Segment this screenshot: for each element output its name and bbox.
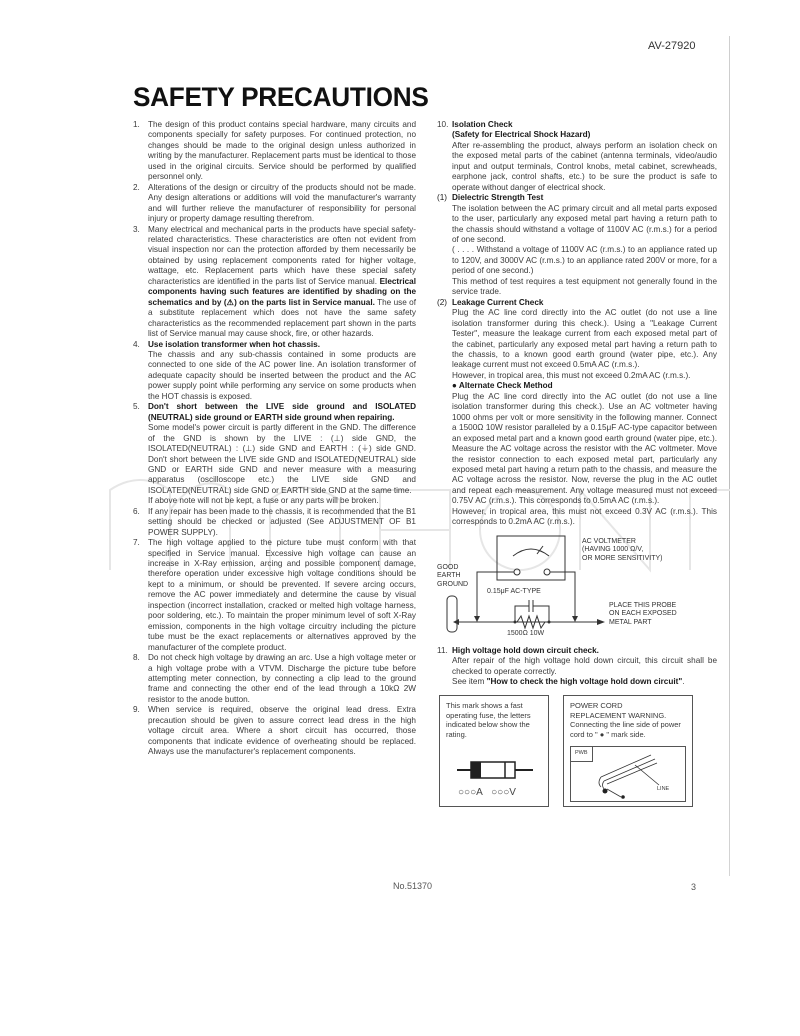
pwb-label: PWB [571,747,593,762]
precaution-item-1: 1. The design of this product contains special hardware, many circuits and components specially for safety purposes. For continued protection, no changes should be made to the original design unless authorized in writing by the manufacturer. Replacement parts must be identical to those used in the original circuits. Service should be performed by qualified personnel only. [133,120,416,182]
item-text: When service is required, observe the original lead dress. Extra precaution should be given to assure correct lead dress in the high voltage circuit area. Where a short circuit has occurred, those components that indicate evidence of overheating should be replaced. Always use the manufacturer's replacement components. [148,705,416,757]
resistor-label: 1500Ω 10W [507,629,545,637]
item-heading: Don't short between the LIVE side ground and ISOLATED (NEUTRAL) side ground or EARTH side ground when repairing. [148,402,416,422]
leakage-check-heading: (2) Leakage Current Check [437,297,544,307]
dielectric-test-heading: (1) Dielectric Strength Test [437,193,544,203]
item-text: The high voltage applied to the picture tube must conform with that specified in Service manual. Excessive high voltage can cause an increase in X-Ray emission, arcing and possible component damage, therefore operation under excessive high voltage conditions should be kept to a minimum, or should be prevented. If severe arcing occurs, remove the AC power immediately and determine the cause by visual inspection (incorrect installation, cracked or melted high voltage harness, poor soldering, etc.). To maintain the proper minimum level of soft X-Ray emission, components in the high voltage circuitry including the picture tube must be the exact replacements or alternatives approved by the manufacturer of the complete product. [148,538,416,652]
pwb-diagram [570,746,686,802]
precaution-item-6: 6. If any repair has been made to the chassis, it is recommended that the B1 setting should be checked or adjusted (See ADJUSTMENT OF B1 POWER SUPPLY). [133,506,416,537]
scan-edge-line [729,36,730,876]
page-title: SAFETY PRECAUTIONS [133,82,429,112]
precaution-item-10: 10. Isolation Check (Safety for Electrical Shock Hazard) After re-assembling the product, always perform an isolation check on the exposed metal parts of the cabinet (antenna terminals, video/audio input and output terminals, Control knobs, metal cabinet, screwheads, earphone jack, control shafts, etc.) to be sure the product is safe to operate without danger of electrical shock. [437,120,717,192]
item-text: Alterations of the design or circuitry of the products should not be made. Any design alterations or additions will void the manufacturer's warranty and will further relieve the manufacturer of responsibility for personal injury or property damage resulting therefrom. [148,182,416,224]
model-number: AV-27920 [648,40,696,52]
precaution-item-4: 4. Use isolation transformer when hot chassis. The chassis and any sub-chassis contained in some products are connected to one side of the AC power line. An isolation transformer of adequate capacity should be inserted between the product and the AC power supply point while performing any service on some products when the HOT chassis is exposed. [133,339,416,401]
item-text: Many electrical and mechanical parts in the products have special safety-related characteristics. These characteristics are often not evident from visual inspection nor can the protection afforded by them necessarily be obtained by using replacement components rated for higher voltage, wattage, etc. Replacement parts which have these special safety characteristics are identified in the parts list of Service manual. Electrical components having such features are identified by shading on the schematics and by (⚠) on the parts list in Service manual. The use of a substitute replacement which does not have the same safety characteristics as the recommended replacement part shown in the parts list of Service manual may cause shock, fire, or other hazards. [148,224,416,339]
item-text: Do not check high voltage by drawing an arc. Use a high voltage meter or a high voltage probe with a VTVM. Discharge the picture tube before attempting meter connection, by connecting a clip lead to the ground frame and connecting the other end of the lead through a 10kΩ 2W resistor to the anode button. [148,653,416,704]
item-heading: Isolation Check [452,120,513,129]
document-number: No.51370 [393,881,433,891]
item-text: After repair of the high voltage hold down circuit, this circuit shall be checked to operate correctly. [452,656,717,676]
alternate-method-heading: ● Alternate Check Method [452,381,553,391]
ground-label: GOOD EARTH GROUND [437,563,469,588]
precaution-item-7: 7. The high voltage applied to the picture tube must conform with that specified in Service manual. Excessive high voltage can cause an increase in X-Ray emission, arcing and possible component damage, therefore operation under excessive high voltage conditions should be kept to a minimum, or should be prevented. If severe arcing occurs, remove the AC power immediately and determine the cause by visual inspection (incorrect installation, cracked or melted high voltage harness, poor soldering, etc.). To maintain the proper minimum level of soft X-Ray emission, components in the high voltage circuitry including the picture tube must be the exact replacements or alternatives approved by the manufacturer of the complete product. [133,538,416,652]
precaution-item-8: 8. Do not check high voltage by drawing an arc. Use a high voltage meter or a high voltage probe with a VTVM. Discharge the picture tube before attempting meter connection, by connecting a clip lead to the ground frame and connecting the other end of the lead through a 10kΩ 2W resistor to the anode button. [133,653,416,704]
page-number: 3 [691,882,697,892]
capacitor-label: 0.15μF AC-TYPE [487,587,541,595]
item-heading: High voltage hold down circuit check. [452,645,599,655]
precaution-item-2: 2. Alterations of the design or circuitry of the products should not be made. Any design alterations or additions will void the manufacturer's warranty and will further relieve the manufacturer of responsibility for personal injury or property damage resulting therefrom. [133,182,416,224]
dielectric-test-body: The isolation between the AC primary circuit and all metal parts exposed to the user, particularly any exposed metal part having a return path to the chassis should withstand a voltage of 1100V AC (r.m.s.) for a period of one second. ( . . . . Withstand a voltage of 1100V AC (r.m.s.) to an appliance rated up to 120V, and 3000V AC (r.m.s.) to an appliance rated 200V or more, for a period of one second.) This method of test requires a test equipment not generally found in the service trade. [452,203,717,297]
leakage-check-body: Plug the AC line cord directly into the AC outlet (do not use a line isolation transformer during this check.). Using a "Leakage Current Tester", measure the leakage current from each exposed metal part of the cabinet, particularly any exposed metal part having a return path to the chassis, to a known good earth ground (water pipe, etc.). Any leakage current must not exceed 0.5mA AC (r.m.s.). However, in tropical area, this must not exceed 0.2mA AC (r.m.s.). ● Alternate Check Method Plug the AC line cord directly into the AC outlet (do not use a line isolation transformer during this check.). Use an AC voltmeter having 1000 ohms per volt or more sensitivity in the following manner. Connect a 1500Ω 10W resistor paralleled by a 0.15μF AC-type capacitor between an exposed metal part and a known good earth ground (water pipe, etc.). Measure the AC voltage across the resistor with the AC voltmeter. Move the resistor connection to each exposed metal part, particularly any exposed metal part having a return path to the chassis, and measure the AC voltage across the resistor. Now, reverse the plug in the AC outlet and repeat each measurement. Any voltage measured must not exceed 0.75V AC (r.m.s.). This corresponds to 0.5mA AC (r.m.s.). However, in tropical area, this must not exceed 0.3V AC (r.m.s.). This corresponds to 0.2mA AC (r.m.s.). [452,308,717,527]
voltmeter-label: AC VOLTMETER (HAVING 1000 Ω/V, OR MORE SENSITIVITY) [582,537,663,562]
left-column [133,120,416,758]
fuse-mark-box [439,695,549,807]
item-text: The chassis and any sub-chassis contained in some products are connected to one side of the AC power line. An isolation transformer of adequate capacity should be inserted between the product and the AC power supply point while performing any service on some products when the HOT chassis is exposed. [148,349,416,401]
line-label: LINE [657,786,670,793]
precaution-item-5: 5. Don't short between the LIVE side ground and ISOLATED (NEUTRAL) side ground or EARTH side ground when repairing. Some model's power circuit is partly different in the GND. The difference of the GND is shown by the LIVE : (⊥) side GND, the ISOLATED(NEUTRAL) : (⊥) side GND and EARTH : (⏚) side GND. Don't short between the LIVE side GND and ISOLATED(NEUTRAL) side GND or EARTH side GND and never measure with a measuring apparatus (oscilloscope etc.) the LIVE side GND and ISOLATED(NEUTRAL) side GND or EARTH side GND at the same time. If above note will not be kept, a fuse or any parts will be broken. [133,402,416,506]
item-text: If any repair has been made to the chassis, it is recommended that the B1 setting should be checked or adjusted (See ADJUSTMENT OF B1 POWER SUPPLY). [148,506,416,537]
power-cord-warning-box: POWER CORD REPLACEMENT WARNING. Connecting the line side of power cord to " ● " mark side. PWB LINE [563,695,693,807]
item-see-reference: See item "How to check the high voltage hold down circuit". [452,677,685,687]
item-text: After re-assembling the product, always perform an isolation check on the exposed metal parts of the cabinet (antenna terminals, video/audio input and output terminals, Control knobs, metal cabinet, screwheads, earphone jack, control shafts, etc.) to be sure the product is safe to operate without danger of electrical shock. [452,140,717,192]
fuse-mark-text: This mark shows a fast operating fuse, the letters indicated below show the rating. [446,701,531,739]
voltmeter-circuit-diagram [437,534,717,637]
probe-label: PLACE THIS PROBE ON EACH EXPOSED METAL PART [609,601,677,626]
item-text: The design of this product contains special hardware, many circuits and components specially for safety purposes. For continued protection, no changes should be made to the original design unless authorized in writing by the manufacturer. Replacement parts must be identical to those used in the original circuits. Service should be performed by qualified personnel only. [148,120,416,182]
item-bold-text: Electrical components having such features are identified by shading on the schematics and by (⚠) on the parts list in Service manual. [148,276,416,307]
right-column [437,120,717,807]
fuse-rating: ○○○A ○○○V [458,787,516,799]
item-text: Some model's power circuit is partly different in the GND. The difference of the GND is shown by the LIVE : (⊥) side GND, the ISOLATED(NEUTRAL) : (⊥) side GND and EARTH : (⏚) side GND. Don't short between the LIVE side GND and ISOLATED(NEUTRAL) side GND or EARTH side GND and never measure with a measuring apparatus (oscilloscope etc.) the LIVE side GND and ISOLATED(NEUTRAL) side GND or EARTH side GND at the same time. [148,423,416,495]
precaution-item-3: 3. Many electrical and mechanical parts in the products have special safety-related characteristics. These characteristics are often not evident from visual inspection nor can the protection afforded by them necessarily be obtained by using replacement components rated for higher voltage, wattage, etc. Replacement parts which have these special safety characteristics are identified in the parts list of Service manual. Electrical components having such features are identified by shading on the schematics and by (⚠) on the parts list in Service manual. The use of a substitute replacement which does not have the same safety characteristics as the recommended replacement part shown in the parts list of Service manual may cause shock, fire, or other hazards. [133,224,416,339]
item-subheading: (Safety for Electrical Shock Hazard) [452,130,591,140]
warning-boxes [437,695,717,807]
fuse-icon [447,756,543,786]
item-note: If above note will not be kept, a fuse or any parts will be broken. [148,496,379,506]
precaution-item-11: 11. High voltage hold down circuit check. After repair of the high voltage hold down circuit, this circuit shall be checked to operate correctly. See item "How to check the high voltage hold down circuit". [437,645,717,687]
precaution-item-9: 9. When service is required, observe the original lead dress. Extra precaution should be given to assure correct lead dress in the high voltage circuit area. Where a short circuit has occurred, those components that indicate evidence of overheating should be replaced. Always use the manufacturer's replacement components. [133,705,416,757]
item-heading: Use isolation transformer when hot chassis. [148,339,320,349]
